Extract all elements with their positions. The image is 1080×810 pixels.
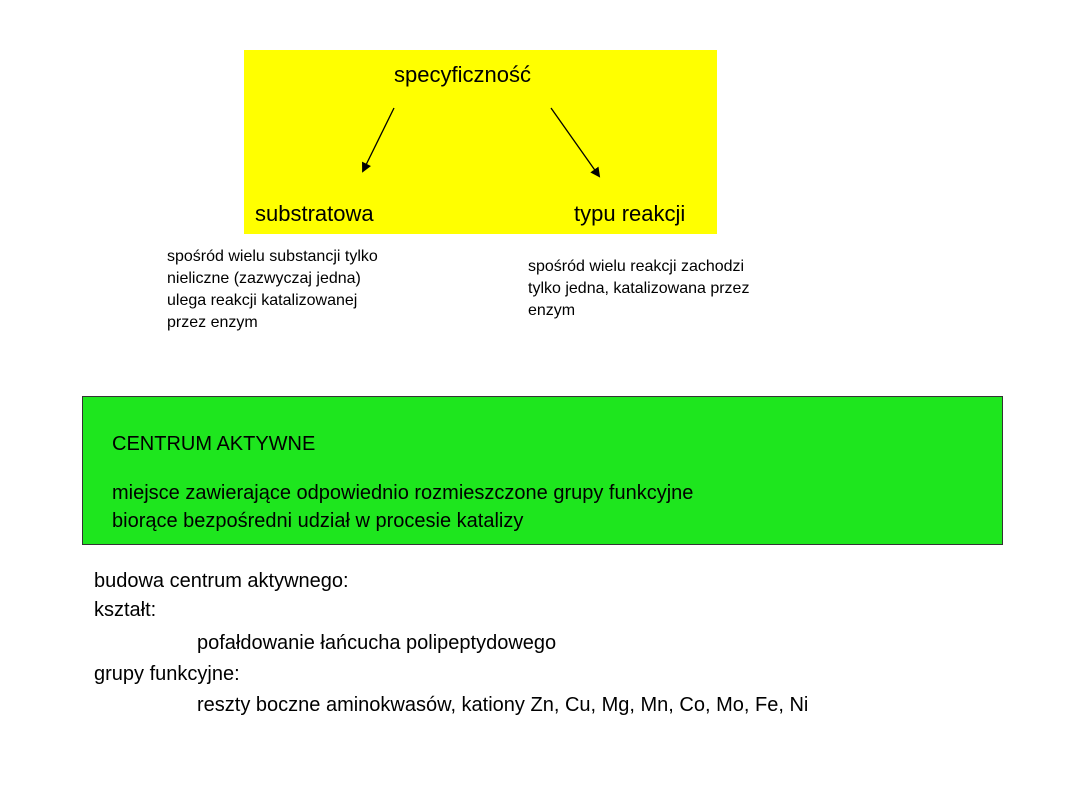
arrow-left xyxy=(363,108,394,171)
specificity-box xyxy=(244,50,717,234)
functional-groups-value: reszty boczne aminokwasów, kationy Zn, Cu, Mg, Mn, Co, Mo, Fe, Ni xyxy=(197,694,809,716)
reaction-specificity-description: spośród wielu reakcji zachodzi tylko jedna, katalizowana przez enzym xyxy=(528,258,750,319)
specificity-title: specyficzność xyxy=(394,62,531,87)
shape-label: kształt: xyxy=(94,599,157,621)
functional-groups-label: grupy funkcyjne: xyxy=(94,663,240,685)
active-center-heading: CENTRUM AKTYWNE xyxy=(112,433,316,455)
active-center-box xyxy=(82,396,1003,545)
active-center-definition: miejsce zawierające odpowiednio rozmieszczone grupy funkcyjne biorące bezpośredni udział w procesie katalizy xyxy=(112,482,694,532)
substrate-specificity-label: substratowa xyxy=(255,201,374,226)
arrow-right xyxy=(551,108,599,176)
structure-intro: budowa centrum aktywnego: xyxy=(94,570,349,592)
substrate-specificity-description: spośród wielu substancji tylko nieliczne (zazwyczaj jedna) ulega reakcji katalizowanej przez enzym xyxy=(167,248,378,331)
reaction-specificity-label: typu reakcji xyxy=(574,201,686,226)
shape-value: pofałdowanie łańcucha polipeptydowego xyxy=(197,632,557,654)
